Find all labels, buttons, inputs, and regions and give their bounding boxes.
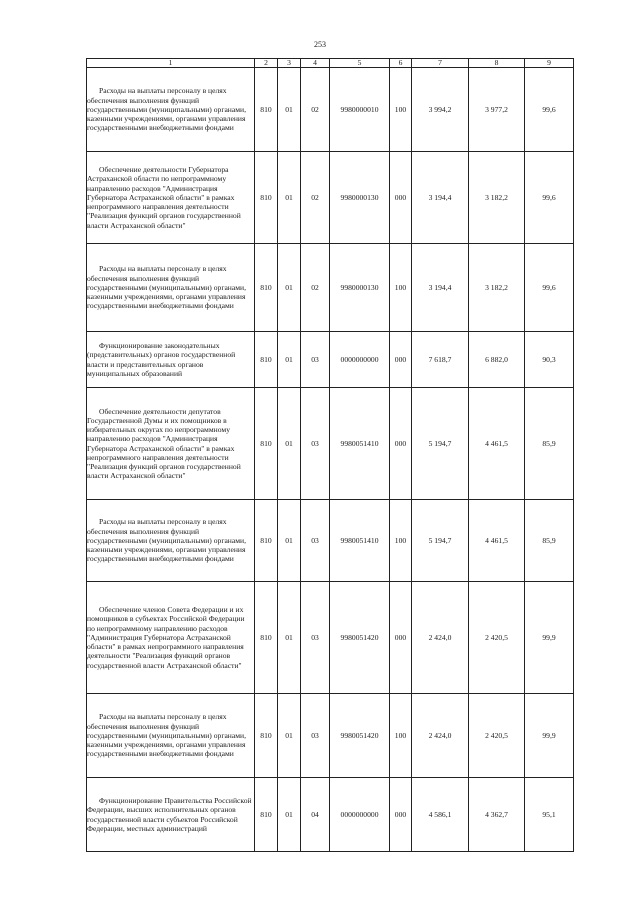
executed-amount: 6 882,0 [469,332,525,388]
subsection-code: 03 [301,388,330,500]
execution-percent: 99,6 [525,244,574,332]
row-description: Расходы на выплаты персоналу в целях обеспечения выполнения функций государственными (муниципальными) органами, казенными учреждениями, органами управления государственными внебюджетными фондами [87,694,255,778]
ministry-code: 810 [255,778,278,852]
subsection-code: 04 [301,778,330,852]
planned-amount: 7 618,7 [412,332,469,388]
target-article-code: 9980000130 [330,152,390,244]
row-description: Функционирование законодательных (представительных) органов государственной власти и представительных органов муниципальных образований [87,332,255,388]
subsection-code: 03 [301,582,330,694]
subsection-code: 03 [301,500,330,582]
row-description: Расходы на выплаты персоналу в целях обеспечения выполнения функций государственными (муниципальными) органами, казенными учреждениями, органами управления государственными внебюджетными фондами [87,244,255,332]
section-code: 01 [278,388,301,500]
execution-percent: 95,1 [525,778,574,852]
subsection-code: 03 [301,694,330,778]
column-header: 6 [390,59,412,68]
row-description: Обеспечение членов Совета Федерации и их помощников в субъектах Российской Федерации по непрограммному направлению расходов "Администрация Губернатора Астраханской области" в рамках непрограммного направления деятельности "Реализация функций органов государственной власти Астраханской области" [87,582,255,694]
expense-type-code: 100 [390,68,412,152]
header-row [87,59,574,68]
column-header: 2 [255,59,278,68]
expense-type-code: 000 [390,332,412,388]
table-row [87,582,574,694]
ministry-code: 810 [255,694,278,778]
target-article-code: 9980051420 [330,582,390,694]
column-header: 9 [525,59,574,68]
expense-type-code: 000 [390,152,412,244]
planned-amount: 2 424,0 [412,582,469,694]
column-header: 8 [469,59,525,68]
target-article-code: 9980051410 [330,500,390,582]
executed-amount: 4 461,5 [469,500,525,582]
execution-percent: 99,9 [525,694,574,778]
planned-amount: 3 194,4 [412,244,469,332]
target-article-code: 9980000010 [330,68,390,152]
expense-type-code: 000 [390,582,412,694]
executed-amount: 2 420,5 [469,694,525,778]
table-row [87,694,574,778]
row-description: Обеспечение деятельности Губернатора Астраханской области по непрограммному направлению расходов "Администрация Губернатора Астраханской области" в рамках непрограммного направления деятельности "Реализация функций органов государственной власти Астраханской области" [87,152,255,244]
expense-type-code: 000 [390,778,412,852]
section-code: 01 [278,582,301,694]
planned-amount: 2 424,0 [412,694,469,778]
column-header: 7 [412,59,469,68]
execution-percent: 90,3 [525,332,574,388]
execution-percent: 85,9 [525,500,574,582]
executed-amount: 3 977,2 [469,68,525,152]
target-article-code: 9980051420 [330,694,390,778]
column-header: 3 [278,59,301,68]
expense-type-code: 100 [390,694,412,778]
row-description: Обеспечение деятельности депутатов Государственной Думы и их помощников в избирательных округах по непрограммному направлению расходов "Администрация Губернатора Астраханской области" в рамках непрограммного направления деятельности "Реализация функций органов государственной власти Астраханской области" [87,388,255,500]
executed-amount: 4 362,7 [469,778,525,852]
planned-amount: 5 194,7 [412,500,469,582]
column-header: 1 [87,59,255,68]
subsection-code: 03 [301,332,330,388]
table-row [87,388,574,500]
expense-type-code: 100 [390,244,412,332]
section-code: 01 [278,778,301,852]
expense-type-code: 100 [390,500,412,582]
section-code: 01 [278,332,301,388]
table-row [87,244,574,332]
table-row [87,778,574,852]
subsection-code: 02 [301,152,330,244]
budget-table [86,58,574,852]
row-description: Функционирование Правительства Российской Федерации, высших исполнительных органов государственной власти субъектов Российской Федерации, местных администраций [87,778,255,852]
planned-amount: 3 194,4 [412,152,469,244]
ministry-code: 810 [255,244,278,332]
table-row [87,152,574,244]
target-article-code: 9980000130 [330,244,390,332]
execution-percent: 99,9 [525,582,574,694]
subsection-code: 02 [301,244,330,332]
target-article-code: 9980051410 [330,388,390,500]
target-article-code: 0000000000 [330,778,390,852]
table-row [87,332,574,388]
executed-amount: 2 420,5 [469,582,525,694]
ministry-code: 810 [255,500,278,582]
ministry-code: 810 [255,582,278,694]
section-code: 01 [278,68,301,152]
planned-amount: 3 994,2 [412,68,469,152]
ministry-code: 810 [255,332,278,388]
section-code: 01 [278,694,301,778]
column-header: 5 [330,59,390,68]
ministry-code: 810 [255,388,278,500]
executed-amount: 3 182,2 [469,152,525,244]
execution-percent: 85,9 [525,388,574,500]
executed-amount: 3 182,2 [469,244,525,332]
table-row [87,68,574,152]
table-row [87,500,574,582]
planned-amount: 4 586,1 [412,778,469,852]
section-code: 01 [278,500,301,582]
row-description: Расходы на выплаты персоналу в целях обеспечения выполнения функций государственными (муниципальными) органами, казенными учреждениями, органами управления государственными внебюджетными фондами [87,500,255,582]
expense-type-code: 000 [390,388,412,500]
row-description: Расходы на выплаты персоналу в целях обеспечения выполнения функций государственными (муниципальными) органами, казенными учреждениями, органами управления государственными внебюджетными фондами [87,68,255,152]
section-code: 01 [278,152,301,244]
executed-amount: 4 461,5 [469,388,525,500]
ministry-code: 810 [255,152,278,244]
subsection-code: 02 [301,68,330,152]
target-article-code: 0000000000 [330,332,390,388]
execution-percent: 99,6 [525,152,574,244]
execution-percent: 99,6 [525,68,574,152]
column-header: 4 [301,59,330,68]
planned-amount: 5 194,7 [412,388,469,500]
ministry-code: 810 [255,68,278,152]
page-number: 253 [314,40,326,49]
section-code: 01 [278,244,301,332]
